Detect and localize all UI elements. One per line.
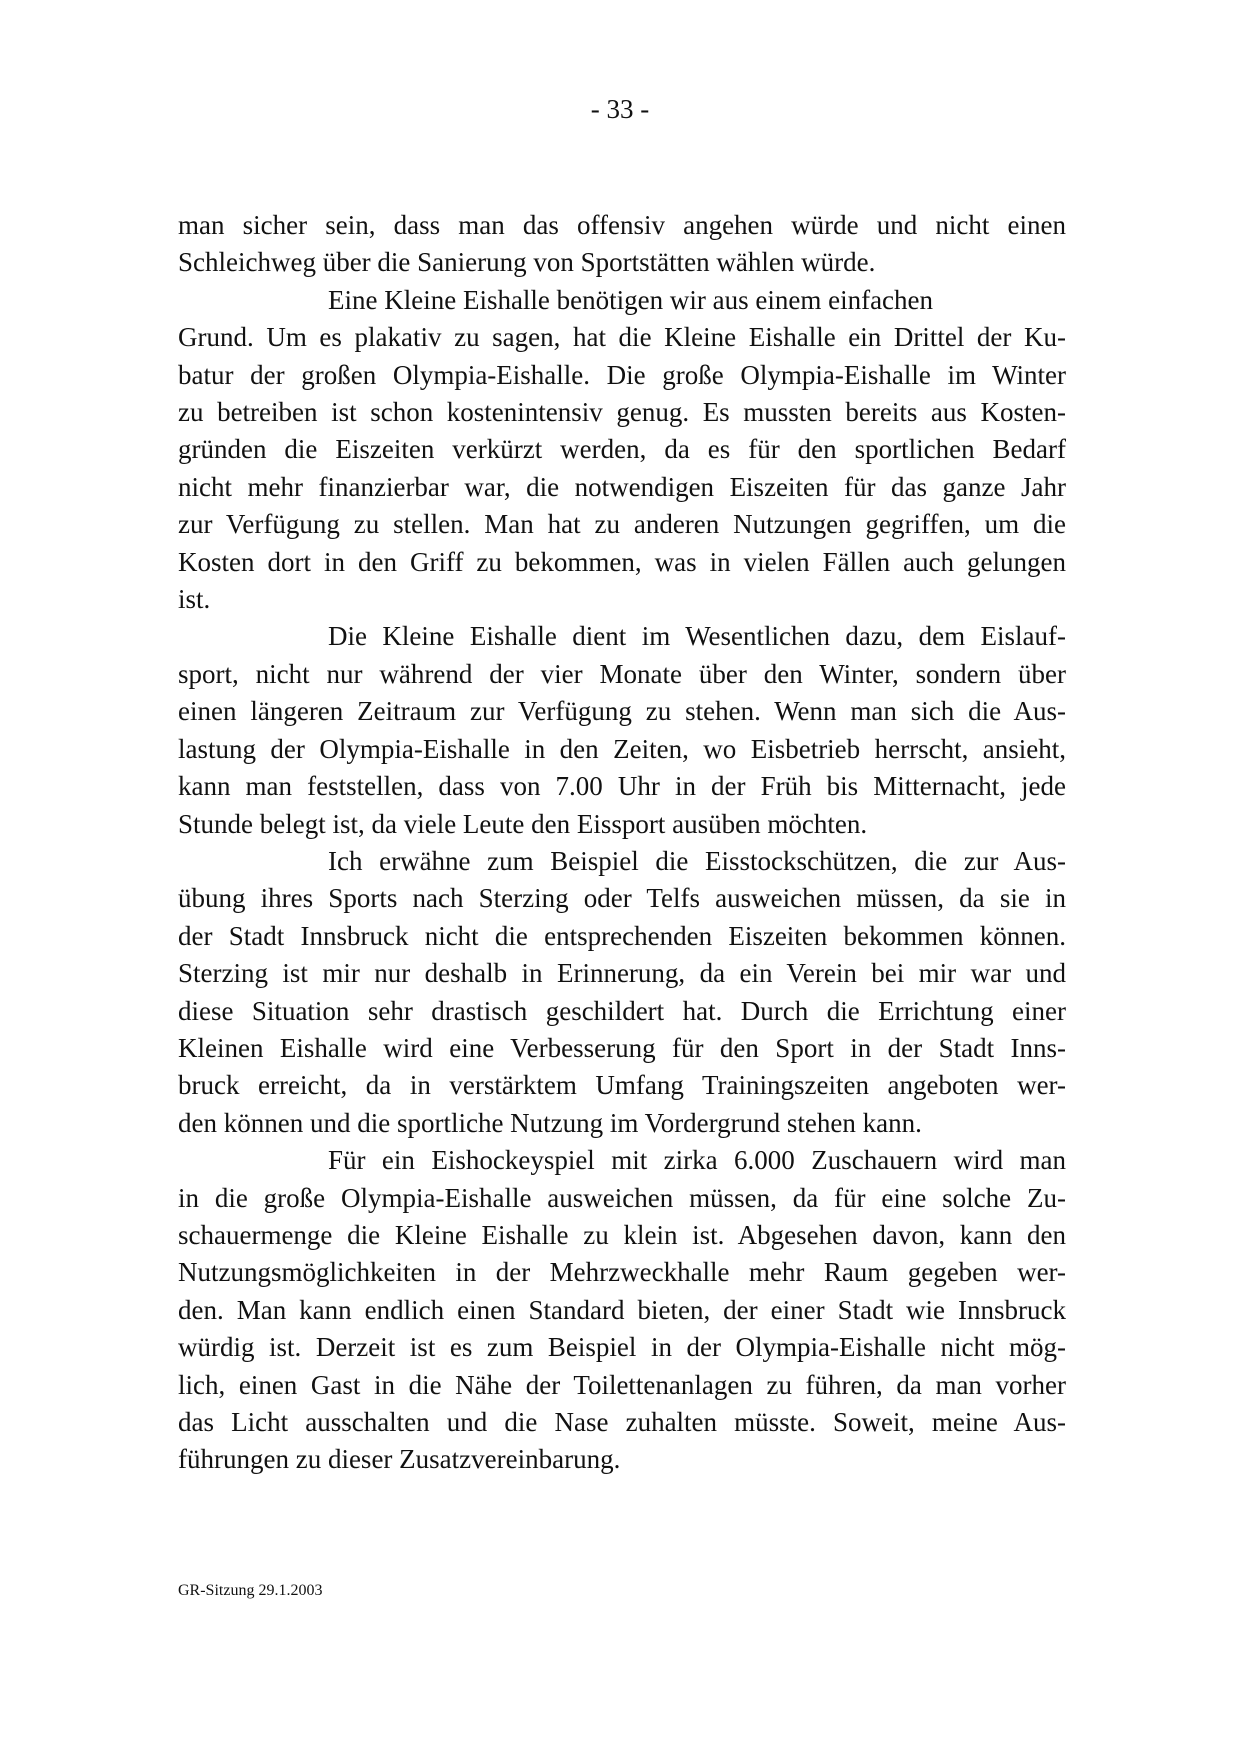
text-line: diese Situation sehr drastisch geschildert hat. Durch die Errichtung einer [178,995,1066,1026]
text-line: lich, einen Gast in die Nähe der Toilettenanlagen zu führen, da man vorher [178,1369,1066,1400]
text-line: der Stadt Innsbruck nicht die entsprechenden Eiszeiten bekommen können. [178,920,1066,951]
text-line: Eine Kleine Eishalle benötigen wir aus einem einfachen [328,284,934,315]
text-line: Stunde belegt ist, da viele Leute den Eissport ausüben möchten. [178,808,868,839]
paragraph-3 [178,618,1066,842]
text-line: zu betreiben ist schon kostenintensiv genug. Es mussten bereits aus Kosten- [178,397,1066,428]
text-line: Nutzungsmöglichkeiten in der Mehrzweckhalle mehr Raum gegeben wer- [178,1257,1066,1288]
text-line: übung ihres Sports nach Sterzing oder Telfs ausweichen müssen, da sie in [178,883,1066,914]
text-line: Kleinen Eishalle wird eine Verbesserung für den Sport in der Stadt Inns- [178,1032,1066,1063]
text-line: Kosten dort in den Griff zu bekommen, was in vielen Fällen auch gelungen [178,546,1066,577]
body-text [178,207,1066,1479]
text-line: gründen die Eiszeiten verkürzt werden, da es für den sportlichen Bedarf [178,434,1066,465]
text-line: den können und die sportliche Nutzung im Vordergrund stehen kann. [178,1107,922,1138]
text-line: das Licht ausschalten und die Nase zuhalten müsste. Soweit, meine Aus- [178,1407,1066,1437]
text-line: Sterzing ist mir nur deshalb in Erinnerung, da ein Verein bei mir war und [178,958,1066,989]
text-line: einen längeren Zeitraum zur Verfügung zu stehen. Wenn man sich die Aus- [178,696,1066,727]
text-line: ist. [178,584,211,615]
footer-session-label: GR-Sitzung 29.1.2003 [178,1582,323,1599]
text-line: batur der großen Olympia-Eishalle. Die große Olympia-Eishalle im Winter [178,359,1066,390]
text-line: man sicher sein, dass man das offensiv angehen würde und nicht einen [178,210,1066,240]
text-line: lastung der Olympia-Eishalle in den Zeiten, wo Eisbetrieb herrscht, ansieht, [178,733,1066,764]
text-line: Die Kleine Eishalle dient im Wesentlichen dazu, dem Eislauf- [328,621,1066,652]
text-line: bruck erreicht, da in verstärktem Umfang Trainingszeiten angeboten wer- [178,1070,1066,1101]
text-line: den. Man kann endlich einen Standard bieten, der einer Stadt wie Innsbruck [178,1294,1066,1325]
text-line: in die große Olympia-Eishalle ausweichen müssen, da für eine solche Zu- [178,1182,1066,1213]
page-number: - 33 - [590,94,650,124]
text-line: führungen zu dieser Zusatzvereinbarung. [178,1444,621,1475]
text-line: Für ein Eishockeyspiel mit zirka 6.000 Zuschauern wird man [328,1145,1066,1176]
paragraph-2 [178,282,1066,619]
paragraph-4 [178,843,1066,1142]
text-line: zur Verfügung zu stellen. Man hat zu anderen Nutzungen gegriffen, um die [178,509,1066,540]
text-line: schauermenge die Kleine Eishalle zu klein ist. Abgesehen davon, kann den [178,1219,1066,1250]
text-line: nicht mehr finanzierbar war, die notwendigen Eiszeiten für das ganze Jahr [178,471,1066,502]
text-line: sport, nicht nur während der vier Monate über den Winter, sondern über [178,658,1066,689]
text-line: Ich erwähne zum Beispiel die Eisstockschützen, die zur Aus- [328,845,1066,876]
text-line: Schleichweg über die Sanierung von Sportstätten wählen würde. [178,247,876,278]
text-line: Grund. Um es plakativ zu sagen, hat die Kleine Eishalle ein Drittel der Ku- [178,322,1066,353]
text-line: kann man feststellen, dass von 7.00 Uhr in der Früh bis Mitternacht, jede [178,771,1066,802]
paragraph-5 [178,1142,1066,1479]
paragraph-1 [178,207,1066,282]
text-line: würdig ist. Derzeit ist es zum Beispiel in der Olympia-Eishalle nicht mög- [178,1332,1066,1363]
